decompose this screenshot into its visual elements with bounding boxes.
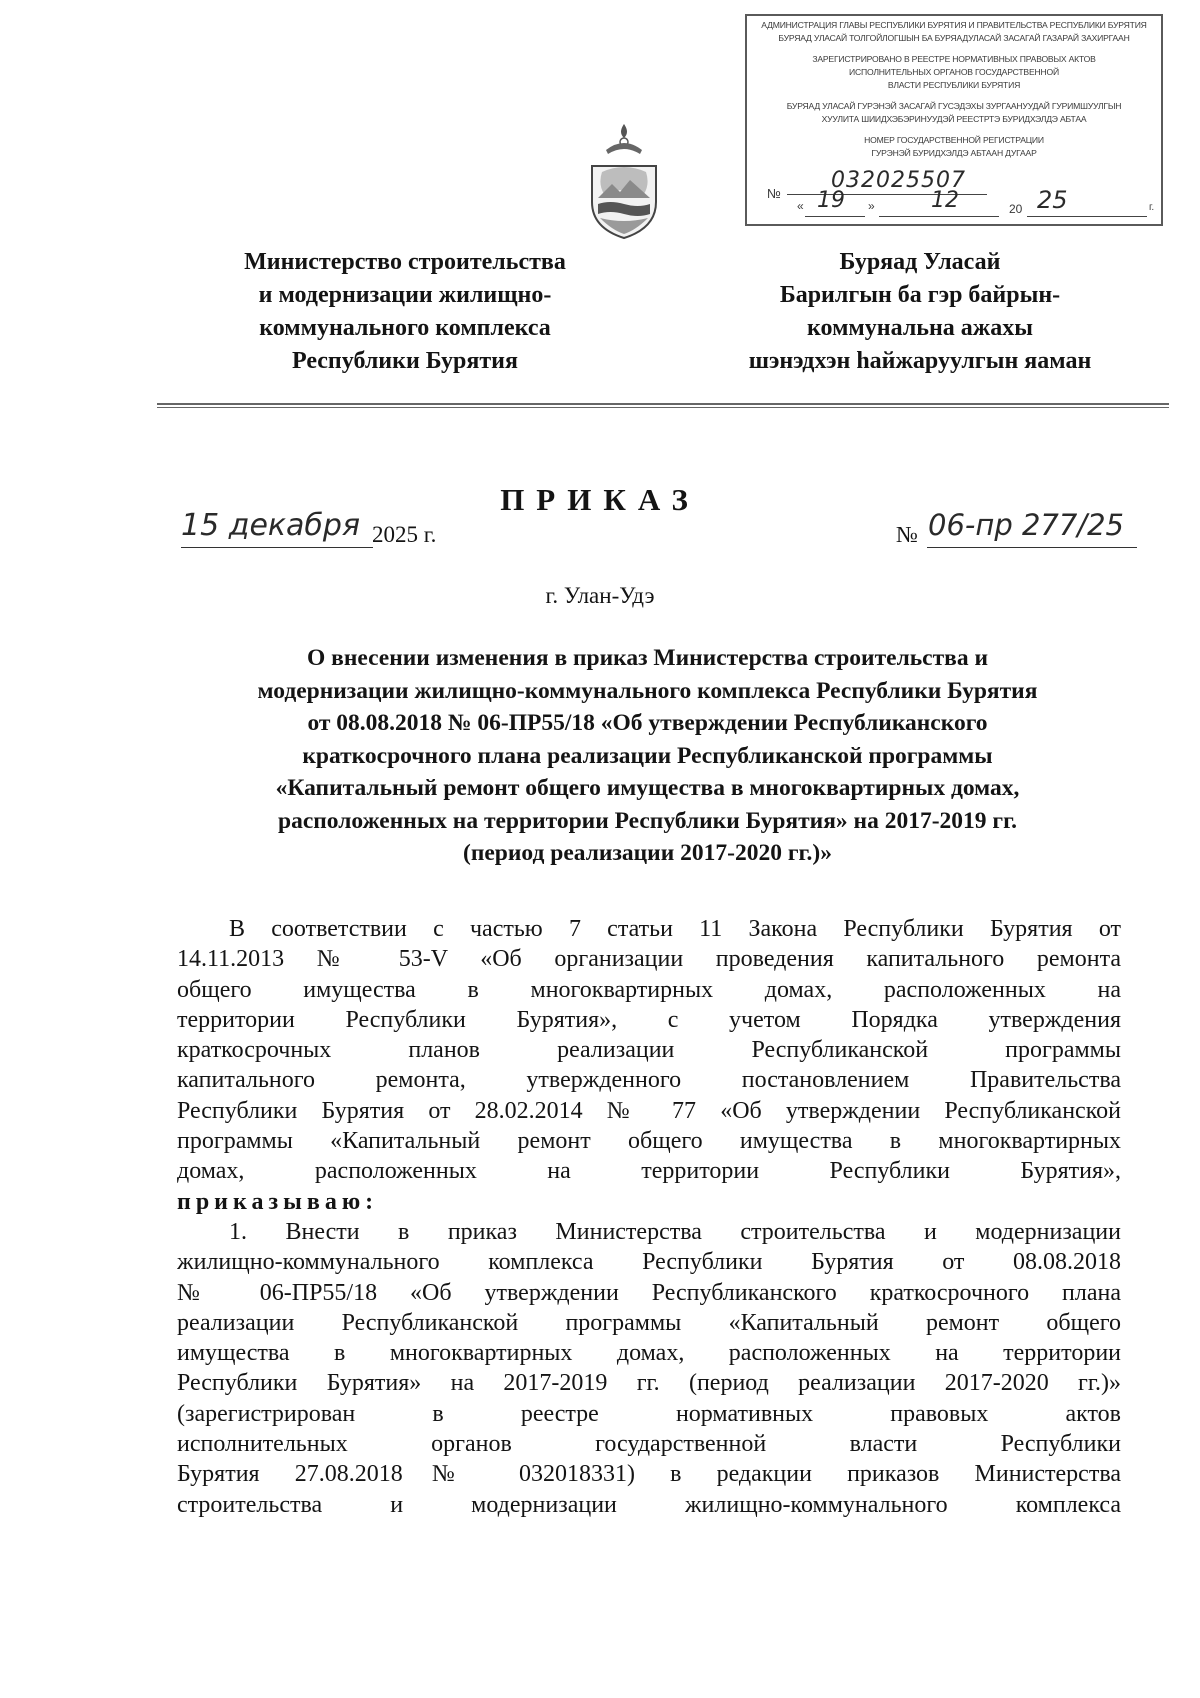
handwritten-order-number: 06-пр 277/25 [928, 508, 1124, 542]
ministry-name-line: шэнэдхэн һайжаруулгын яаман [748, 348, 1092, 374]
stamp-year-unit: г. [1149, 202, 1155, 213]
city: г. Улан-Удэ [545, 583, 655, 608]
header-divider [157, 403, 1169, 405]
body-line: В соответствии с частью 7 статьи 11 Закона Республики Бурятия от [229, 916, 1121, 942]
subject-line: расположенных на территории Республики Бурятия» на 2017-2019 гг. [278, 807, 1017, 834]
body-line: исполнительных органов государственной власти Республики [177, 1431, 1121, 1458]
registration-stamp [745, 14, 1163, 226]
stamp-line: ИСПОЛНИТЕЛЬНЫХ ОРГАНОВ ГОСУДАРСТВЕННОЙ [849, 67, 1059, 77]
date-underline [181, 547, 373, 548]
ministry-name-line: Буряад Уласай [839, 249, 1001, 275]
body-line: имущества в многоквартирных домах, расположенных на территории [177, 1340, 1121, 1367]
stamp-registration-number: 032025507 [831, 168, 966, 193]
ministry-name-russian [210, 246, 600, 378]
stamp-close-quote: » [868, 199, 875, 213]
stamp-year: 25 [1037, 186, 1068, 214]
subject-line: краткосрочного плана реализации Республиканской программы [302, 742, 993, 769]
body-line: Бурятия 27.08.2018№ 032018331) в редакции приказов Министерства [177, 1461, 1121, 1488]
stamp-number-label: № [767, 186, 781, 201]
order-directive: приказываю: [177, 1188, 379, 1215]
body-line: (зарегистрирован в реестре нормативных правовых актов [177, 1400, 1121, 1427]
subject-line: от 08.08.2018 № 06-ПР55/18 «Об утверждении Республиканского [307, 710, 988, 736]
stamp-year-prefix: 20 [1009, 202, 1023, 216]
body-line: строительства и модернизации жилищно-коммунального комплекса [177, 1491, 1121, 1518]
body-line: программы «Капитальный ремонт общего имущества в многоквартирных [177, 1128, 1121, 1155]
subject-line: модернизации жилищно-коммунального комплекса Республики Бурятия [257, 677, 1038, 704]
coat-of-arms-emblem [586, 122, 662, 240]
stamp-day-field [805, 188, 865, 217]
order-body [177, 914, 1121, 1520]
body-line: 14.11.2013 № 53-V «Об организации проведения капитального ремонта [177, 946, 1121, 973]
ministry-name-line: Министерство строительства [244, 249, 566, 275]
handwritten-date: 15 декабря [181, 508, 361, 543]
ministry-name-line: Барилгын ба гэр байрын- [779, 282, 1061, 308]
order-number-label: № [896, 522, 918, 547]
ministry-name-line: и модернизации жилищно- [258, 282, 552, 308]
body-line: краткосрочных планов реализации Республиканской программы [177, 1037, 1121, 1064]
body-line: Республики Бурятия от 28.02.2014 № 77 «Об утверждении Республиканской [177, 1097, 1121, 1124]
ministry-name-buryat [700, 246, 1140, 378]
stamp-line: БУРЯАД УЛАСАЙ ГУРЭНЭЙ ЗАСАГАЙ ГУСЭДЭХЫ ЗУРГААНУУДАЙ ГУРИМШУУЛГЫН [786, 101, 1122, 111]
stamp-day: 19 [817, 188, 845, 213]
document-title: ПРИКАЗ [500, 482, 700, 517]
header-divider-thin [157, 407, 1169, 408]
stamp-line: ВЛАСТИ РЕСПУБЛИКИ БУРЯТИЯ [887, 80, 1021, 90]
body-line: территории Республики Бурятия», с учетом Порядка утверждения [177, 1006, 1121, 1033]
stamp-open-quote: « [797, 199, 804, 213]
stamp-year-field [1027, 186, 1147, 217]
body-line: реализации Республиканской программы «Капитальный ремонт общего [177, 1309, 1121, 1336]
subject-line: «Капитальный ремонт общего имущества в многоквартирных домах, [275, 775, 1020, 801]
stamp-line: НОМЕР ГОСУДАРСТВЕННОЙ РЕГИСТРАЦИИ [864, 135, 1044, 145]
stamp-line: ЗАРЕГИСТРИРОВАНО В РЕЕСТРЕ НОРМАТИВНЫХ ПРАВОВЫХ АКТОВ [812, 54, 1096, 64]
body-line: № 06-ПР55/18 «Об утверждении Республиканского краткосрочного плана [177, 1279, 1121, 1306]
subject-line: О внесении изменения в приказ Министерства строительства и [306, 645, 989, 671]
stamp-line: АДМИНИСТРАЦИЯ ГЛАВЫ РЕСПУБЛИКИ БУРЯТИЯ И ПРАВИТЕЛЬСТВА РЕСПУБЛИКИ БУРЯТИЯ [761, 20, 1147, 30]
stamp-line: ГУРЭНЭЙ БУРИДХЭЛДЭ АБТААН ДУГААР [871, 148, 1037, 158]
stamp-line: ХУУЛИТА ШИИДХЭБЭРИНУУДЭЙ РЕЕСТРТЭ БУРИДХЭЛДЭ АБТАА [821, 114, 1087, 124]
stamp-month-field [879, 188, 999, 217]
order-subject [170, 642, 1125, 870]
ministry-name-line: коммунального комплекса [259, 315, 551, 341]
body-line: капитального ремонта, утвержденного постановлением Правительства [177, 1067, 1121, 1094]
body-line: общего имущества в многоквартирных домах, расположенных на [177, 976, 1121, 1003]
order-number-underline [927, 547, 1137, 548]
body-line: Республики Бурятия» на 2017-2019 гг. (период реализации 2017-2020 гг.)» [177, 1370, 1121, 1397]
stamp-line: БУРЯАД УЛАСАЙ ТОЛГОЙЛОГШЫН БА БУРЯАДУЛАСАЙ ЗАСАГАЙ ГАЗАРАЙ ЗАХИРГААН [778, 33, 1130, 43]
subject-line: (период реализации 2017-2020 гг.)» [463, 840, 832, 866]
stamp-month: 12 [931, 188, 959, 213]
date-year: 2025 г. [372, 522, 437, 547]
body-line: жилищно-коммунального комплекса Республики Бурятия от 08.08.2018 [177, 1249, 1121, 1276]
ministry-name-line: Республики Бурятия [291, 348, 518, 374]
body-line: домах, расположенных на территории Республики Бурятия», [177, 1158, 1121, 1185]
ministry-name-line: коммунальна ажахы [807, 315, 1033, 341]
body-line: 1. Внести в приказ Министерства строительства и модернизации [229, 1218, 1121, 1245]
